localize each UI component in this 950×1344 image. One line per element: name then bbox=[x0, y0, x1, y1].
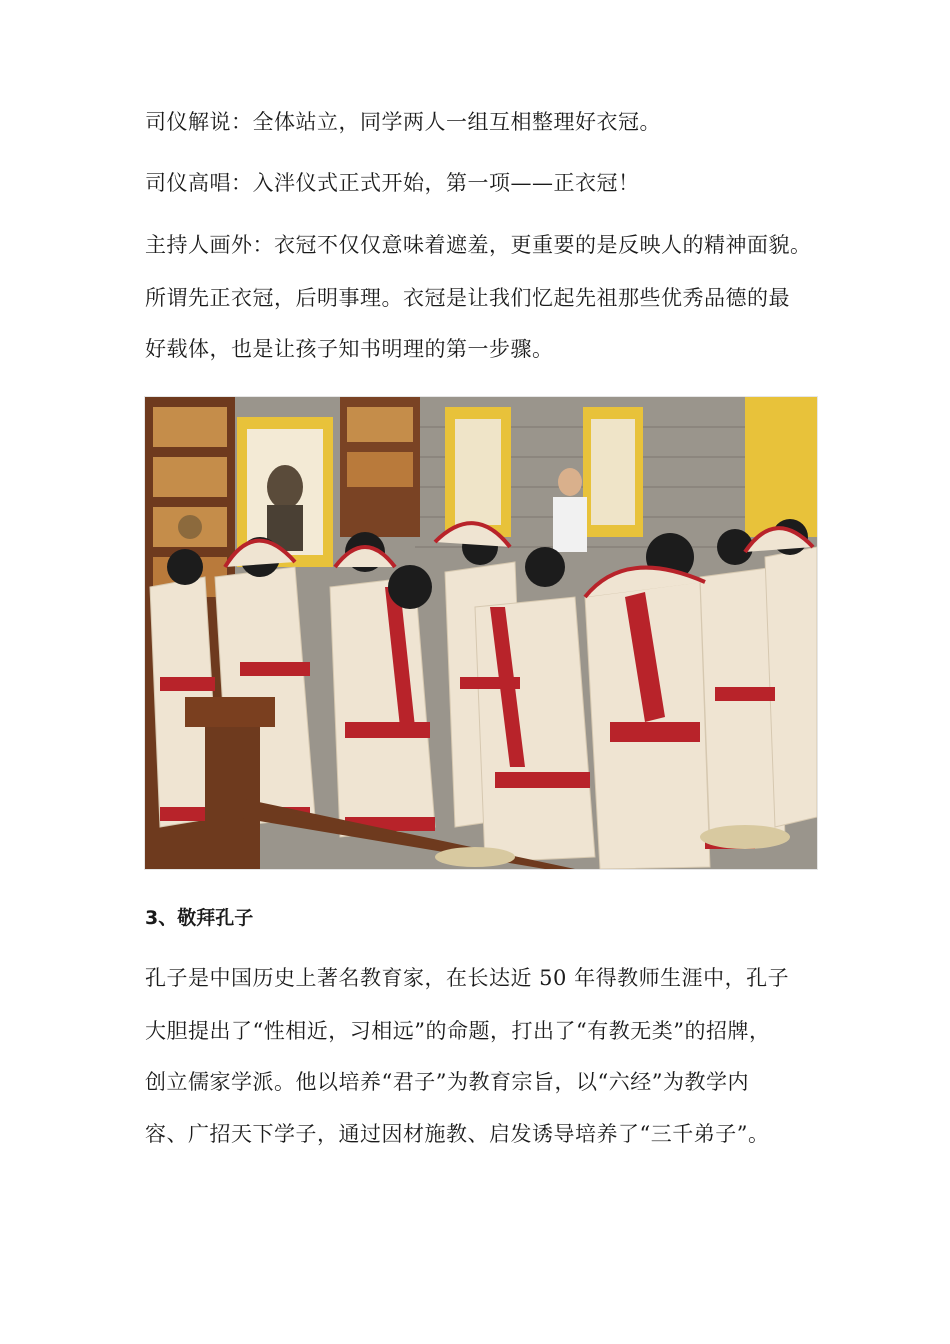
section-body-line-4: 容、广招天下学子，通过因材施教、启发诱导培养了“三千弟子”。 bbox=[145, 1122, 770, 1146]
section-body-line-1: 孔子是中国历史上著名教育家，在长达近 50 年得教师生涯中，孔子 bbox=[145, 966, 790, 990]
paragraph-host-line-3: 好载体，也是让孩子知书明理的第一步骤。 bbox=[145, 337, 554, 361]
paragraph-host-line-1: 主持人画外：衣冠不仅仅意味着遮羞，更重要的是反映人的精神面貌。 bbox=[145, 233, 812, 257]
section-heading: 3、敬拜孔子 bbox=[145, 907, 254, 929]
paragraph-host-line-2: 所谓先正衣冠，后明事理。衣冠是让我们忆起先祖那些优秀品德的最 bbox=[145, 286, 790, 310]
paragraph-announcement: 司仪高唱：入泮仪式正式开始，第一项——正衣冠！ bbox=[145, 171, 640, 195]
paragraph-explanation: 司仪解说：全体站立，同学两人一组互相整理好衣冠。 bbox=[145, 110, 661, 134]
section-body-line-3: 创立儒家学派。他以培养“君子”为教育宗旨，以“六经”为教学内 bbox=[145, 1070, 749, 1094]
ceremony-photo bbox=[144, 396, 818, 870]
section-body-line-2: 大胆提出了“性相近，习相远”的命题，打出了“有教无类”的招牌， bbox=[145, 1019, 771, 1043]
